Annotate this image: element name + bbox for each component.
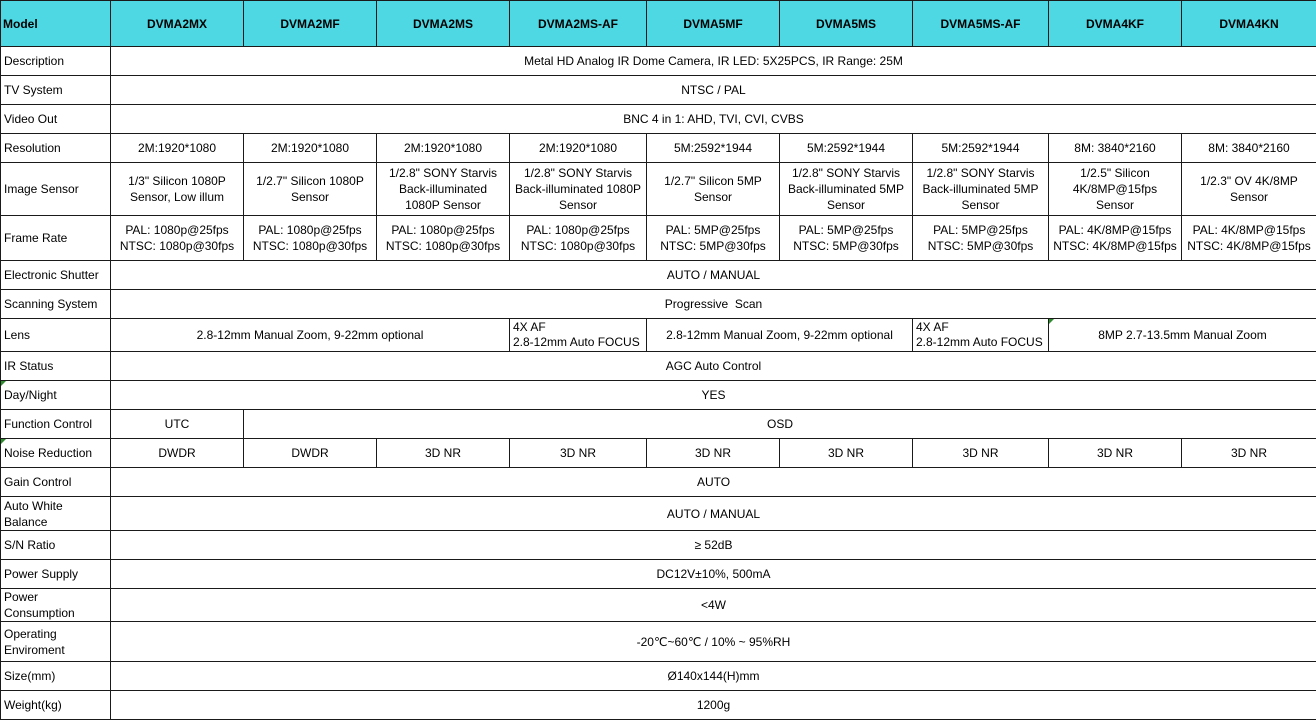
spec-cell: [111, 216, 244, 261]
spec-cell: [647, 216, 780, 261]
cell-line: Enviroment: [4, 642, 108, 658]
spec-cell: 2M:1920*1080: [244, 134, 377, 163]
cell-line: Back-illuminated 5MP: [782, 181, 910, 197]
row-label: Description: [1, 47, 111, 76]
spec-cell: [780, 216, 913, 261]
spec-value: DC12V±10%, 500mA: [111, 560, 1316, 589]
cell-line: 1/3" Silicon 1080P: [113, 173, 241, 189]
spec-value: NTSC / PAL: [111, 76, 1316, 105]
spec-cell: 2M:1920*1080: [377, 134, 510, 163]
cell-line: PAL: 5MP@25fps: [649, 222, 777, 238]
row-scanning-system: [1, 290, 1316, 319]
cell-line: NTSC: 1080p@30fps: [113, 238, 241, 254]
lens-auto-focus: [510, 319, 647, 352]
cell-line: 1/2.3" OV 4K/8MP: [1184, 173, 1314, 189]
spec-value: Ø140x144(H)mm: [111, 662, 1316, 691]
spec-cell: [780, 163, 913, 216]
cell-line: 4K/8MP@15fps: [1051, 181, 1179, 197]
cell-line: Balance: [4, 514, 108, 530]
model-header-cell: DVMA2MS: [377, 1, 510, 47]
spec-value: 1200g: [111, 691, 1316, 720]
spec-value: AGC Auto Control: [111, 352, 1316, 381]
row-label: Function Control: [1, 410, 111, 439]
spec-cell: [377, 216, 510, 261]
spec-cell: [913, 216, 1049, 261]
cell-line: 1080P Sensor: [379, 197, 507, 213]
spec-value: <4W: [111, 589, 1316, 622]
cell-line: PAL: 1080p@25fps: [379, 222, 507, 238]
cell-line: Sensor: [1184, 189, 1314, 205]
spec-cell: 3D NR: [1182, 439, 1316, 468]
row-label: Noise Reduction: [1, 439, 111, 468]
row-label: Electronic Shutter: [1, 261, 111, 290]
model-header-cell: DVMA5MS-AF: [913, 1, 1049, 47]
row-lens: [1, 319, 1316, 352]
row-label: Day/Night: [1, 381, 111, 410]
spec-cell: [510, 163, 647, 216]
spec-value: ≥ 52dB: [111, 531, 1316, 560]
row-video-out: [1, 105, 1316, 134]
spec-cell: [244, 163, 377, 216]
spec-value: -20℃~60℃ / 10% ~ 95%RH: [111, 622, 1316, 662]
row-label: IR Status: [1, 352, 111, 381]
row-label: [1, 589, 111, 622]
cell-line: Back-illuminated 1080P: [512, 181, 644, 197]
cell-line: 1/2.7" Silicon 1080P: [246, 173, 374, 189]
model-header-cell: DVMA2MX: [111, 1, 244, 47]
cell-line: NTSC: 1080p@30fps: [246, 238, 374, 254]
cell-line: 1/2.8" SONY Starvis: [379, 165, 507, 181]
cell-line: 1/2.5" Silicon: [1051, 165, 1179, 181]
cell-line: Back-illuminated 5MP: [915, 181, 1046, 197]
cell-line: Sensor: [915, 197, 1046, 213]
row-label: [1, 622, 111, 662]
model-header-cell: DVMA2MS-AF: [510, 1, 647, 47]
row-noise-reduction: [1, 439, 1316, 468]
spec-cell: 3D NR: [647, 439, 780, 468]
cell-line: NTSC: 4K/8MP@15fps: [1184, 238, 1314, 254]
cell-line: Sensor: [1051, 197, 1179, 213]
spec-cell: 2M:1920*1080: [510, 134, 647, 163]
row-power-consumption: [1, 589, 1316, 622]
cell-line: Sensor: [246, 189, 374, 205]
cell-line: NTSC: 5MP@30fps: [649, 238, 777, 254]
spec-cell: [1182, 163, 1316, 216]
model-header-cell: DVMA5MS: [780, 1, 913, 47]
spec-cell: [377, 163, 510, 216]
cell-line: Sensor: [782, 197, 910, 213]
cell-line: PAL: 1080p@25fps: [512, 222, 644, 238]
spec-value: AUTO / MANUAL: [111, 497, 1316, 531]
row-tv-system: [1, 76, 1316, 105]
lens-manual-zoom: 2.8-12mm Manual Zoom, 9-22mm optional: [111, 319, 510, 352]
spec-cell: [111, 163, 244, 216]
spec-cell: DWDR: [244, 439, 377, 468]
spec-cell: [244, 216, 377, 261]
cell-line: Sensor: [649, 189, 777, 205]
spec-cell: 3D NR: [780, 439, 913, 468]
row-resolution: [1, 134, 1316, 163]
row-label: Size(mm): [1, 662, 111, 691]
row-label: TV System: [1, 76, 111, 105]
row-sn-ratio: [1, 531, 1316, 560]
spec-cell: [913, 163, 1049, 216]
cell-line: 2.8-12mm Auto FOCUS: [513, 335, 644, 350]
cell-line: 1/2.7" Silicon 5MP: [649, 173, 777, 189]
row-label: Gain Control: [1, 468, 111, 497]
lens-auto-focus: [913, 319, 1049, 352]
cell-line: Operating: [4, 626, 108, 642]
spec-cell: 3D NR: [1049, 439, 1182, 468]
row-electronic-shutter: [1, 261, 1316, 290]
row-frame-rate: [1, 216, 1316, 261]
cell-line: NTSC: 5MP@30fps: [915, 238, 1046, 254]
cell-line: 4X AF: [916, 320, 1046, 335]
row-label: Frame Rate: [1, 216, 111, 261]
cell-line: PAL: 5MP@25fps: [782, 222, 910, 238]
spec-value: Metal HD Analog IR Dome Camera, IR LED: 5X25PCS, IR Range: 25M: [111, 47, 1316, 76]
model-header-cell: DVMA2MF: [244, 1, 377, 47]
spec-cell: 3D NR: [510, 439, 647, 468]
cell-line: NTSC: 4K/8MP@15fps: [1051, 238, 1179, 254]
cell-line: Sensor: [512, 197, 644, 213]
cell-line: Power: [4, 589, 108, 605]
model-header-cell: DVMA4KF: [1049, 1, 1182, 47]
spec-cell: 3D NR: [377, 439, 510, 468]
cell-line: PAL: 5MP@25fps: [915, 222, 1046, 238]
spec-cell: 5M:2592*1944: [780, 134, 913, 163]
row-description: [1, 47, 1316, 76]
row-operating-environment: [1, 622, 1316, 662]
spec-value: AUTO: [111, 468, 1316, 497]
spec-value: YES: [111, 381, 1316, 410]
spec-cell: 3D NR: [913, 439, 1049, 468]
cell-line: PAL: 4K/8MP@15fps: [1184, 222, 1314, 238]
cell-line: NTSC: 1080p@30fps: [512, 238, 644, 254]
cell-line: NTSC: 1080p@30fps: [379, 238, 507, 254]
cell-line: NTSC: 5MP@30fps: [782, 238, 910, 254]
cell-line: Sensor, Low illum: [113, 189, 241, 205]
spec-cell: DWDR: [111, 439, 244, 468]
row-label: Power Supply: [1, 560, 111, 589]
cell-line: 1/2.8" SONY Starvis: [915, 165, 1046, 181]
model-header: Model: [1, 1, 111, 47]
row-auto-white-balance: [1, 497, 1316, 531]
spec-cell: 8M: 3840*2160: [1049, 134, 1182, 163]
row-label: Lens: [1, 319, 111, 352]
spec-value: AUTO / MANUAL: [111, 261, 1316, 290]
cell-line: 4X AF: [513, 320, 644, 335]
spec-cell: [1049, 216, 1182, 261]
row-function-control: [1, 410, 1316, 439]
spec-value: BNC 4 in 1: AHD, TVI, CVI, CVBS: [111, 105, 1316, 134]
spec-cell: [647, 163, 780, 216]
spec-cell: 8M: 3840*2160: [1182, 134, 1316, 163]
row-label: Image Sensor: [1, 163, 111, 216]
row-gain-control: [1, 468, 1316, 497]
cell-line: 2.8-12mm Auto FOCUS: [916, 335, 1046, 350]
spec-value: Progressive Scan: [111, 290, 1316, 319]
row-label: Resolution: [1, 134, 111, 163]
row-label: [1, 497, 111, 531]
cell-line: PAL: 4K/8MP@15fps: [1051, 222, 1179, 238]
spec-cell: 5M:2592*1944: [647, 134, 780, 163]
row-label: Weight(kg): [1, 691, 111, 720]
row-day-night: [1, 381, 1316, 410]
spec-cell: [510, 216, 647, 261]
lens-manual-zoom: 2.8-12mm Manual Zoom, 9-22mm optional: [647, 319, 913, 352]
model-header-cell: DVMA5MF: [647, 1, 780, 47]
spec-value: OSD: [244, 410, 1316, 439]
row-power-supply: [1, 560, 1316, 589]
row-size: [1, 662, 1316, 691]
row-image-sensor: [1, 163, 1316, 216]
row-ir-status: [1, 352, 1316, 381]
spec-cell: [1049, 163, 1182, 216]
spec-cell: 2M:1920*1080: [111, 134, 244, 163]
cell-line: 1/2.8" SONY Starvis: [782, 165, 910, 181]
row-label: Scanning System: [1, 290, 111, 319]
row-weight: [1, 691, 1316, 720]
cell-line: 1/2.8" SONY Starvis: [512, 165, 644, 181]
cell-line: PAL: 1080p@25fps: [113, 222, 241, 238]
cell-line: Auto White: [4, 498, 108, 514]
spec-cell: 5M:2592*1944: [913, 134, 1049, 163]
cell-line: Consumption: [4, 605, 108, 621]
row-label: S/N Ratio: [1, 531, 111, 560]
cell-line: Back-illuminated: [379, 181, 507, 197]
lens-manual-zoom: 8MP 2.7-13.5mm Manual Zoom: [1049, 319, 1316, 352]
header-row: [1, 1, 1316, 47]
row-label: Video Out: [1, 105, 111, 134]
cell-line: PAL: 1080p@25fps: [246, 222, 374, 238]
spec-cell: UTC: [111, 410, 244, 439]
spec-cell: [1182, 216, 1316, 261]
model-header-cell: DVMA4KN: [1182, 1, 1316, 47]
